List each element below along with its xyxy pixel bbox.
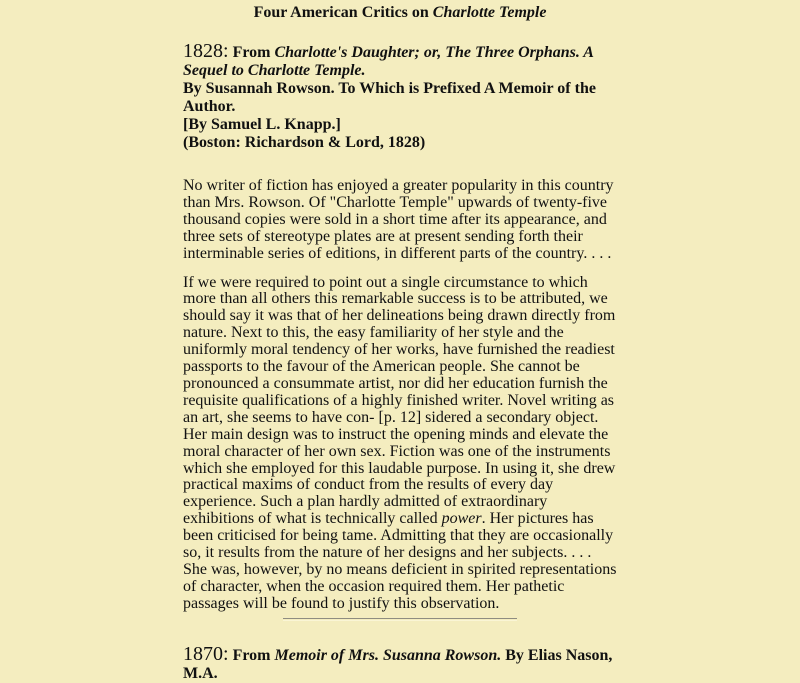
section-divider-rule: [283, 618, 517, 621]
entry-1870-heading: [183, 642, 617, 683]
excerpt-paragraph-2: [183, 275, 617, 613]
entry-1828-year: 1828:: [183, 40, 229, 62]
entry-1828-work-title: Charlotte's Daughter; or, The Three Orphans. A Sequel to Charlotte Temple.: [183, 44, 594, 79]
page-title-text: Four American Critics on: [253, 4, 433, 21]
excerpt-paragraph-2-italic-word: power: [441, 510, 482, 528]
entry-1870-byline: By Elias Nason, M.A.: [183, 646, 613, 682]
entry-1870-year: 1870:: [183, 642, 229, 665]
page-title-work-name: Charlotte Temple: [432, 4, 547, 21]
document-page: [183, 4, 617, 683]
entry-1828-from-label: From: [232, 44, 271, 61]
entry-1828-memoir-credit: [By Samuel L. Knapp.]: [183, 116, 341, 133]
entry-1828-byline: By Susannah Rowson. To Which is Prefixed A Memoir of the Author.: [183, 80, 596, 115]
entry-1870-work-title: Memoir of Mrs. Susanna Rowson.: [274, 646, 502, 664]
page-title: [183, 4, 617, 21]
entry-1870-from-label: From: [232, 646, 271, 664]
entry-1828-imprint: (Boston: Richardson & Lord, 1828): [183, 134, 426, 151]
excerpt-paragraph-2-text-b: . Her pictures has been criticised for being tame. Admitting that they are occasionally so, it results from the nature of her designs and her subjects. . . . She was, however, by no means deficient in spirited representations of character, when the occasion required them. Her pathetic passages will be found to justify this observation.: [183, 510, 617, 612]
excerpt-paragraph-1: No writer of fiction has enjoyed a greater popularity in this country than Mrs. Rowson. Of "Charlotte Temple" upwards of twenty-five thousand copies were sold in a short time after its appearance, and three sets of stereotype plates are at present sending forth their interminable series of editions, in different parts of the country. . . .: [183, 177, 614, 262]
entry-1828-heading: [183, 42, 617, 152]
excerpt-paragraph-2-text-a: If we were required to point out a single circumstance to which more than all others this remarkable success is to be attributed, we should say it was that of her delineations being drawn directly from nature. Next to this, the easy familiarity of her style and the uniformly moral tendency of her works, have furnished the readiest passports to the favour of the American people. She cannot be pronounced a consummate artist, nor did her education furnish the requisite qualifications of a highly finished writer. Novel writing as an art, she seems to have con- [p. 12] sidered a secondary object. Her main design was to instruct the opening minds and elevate the moral character of her own sex. Fiction was one of the instruments which she employed for this laudable purpose. In using it, she drew practical maxims of conduct from the results of every day experience. Such a plan hardly admitted of extraordinary exhibitions of what is technically called: [183, 273, 616, 528]
